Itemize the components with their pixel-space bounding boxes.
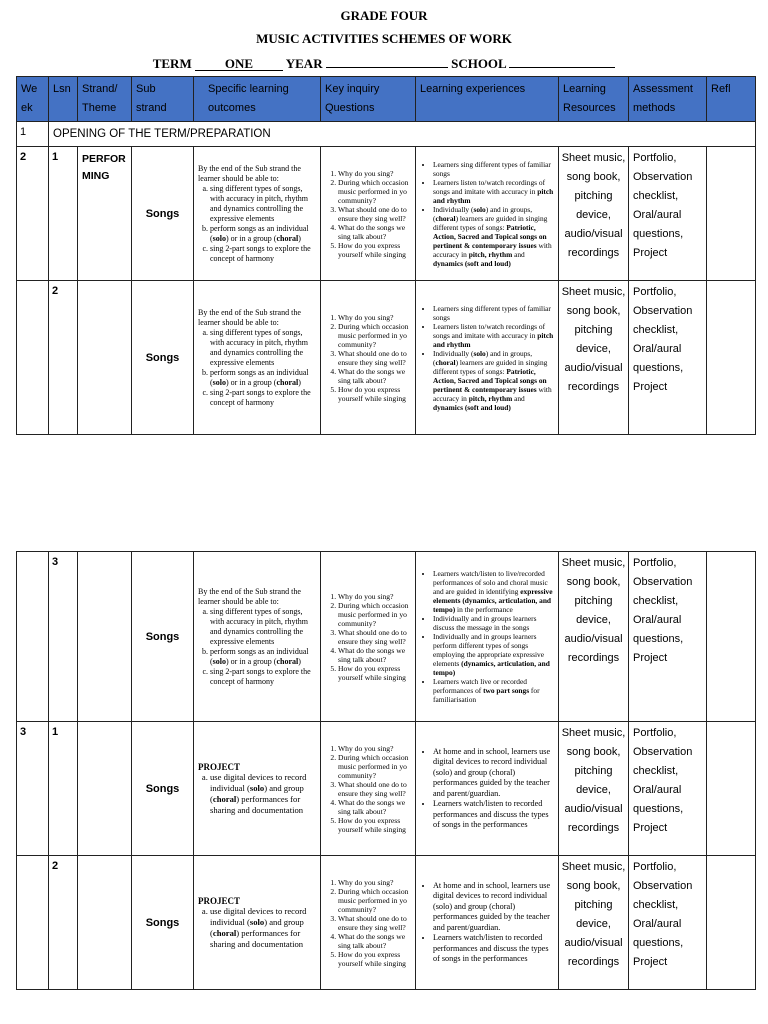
experience-item: • Learners watch/listen to live/recorded performances of solo and choral music and are guided in identifying expressive elements (dynamics, articulation, and tempo) in the performance <box>433 569 555 614</box>
experiences-cell <box>416 856 559 990</box>
question-item: 4. What do the songs we sing talk about? <box>338 798 412 816</box>
outcomes-cell <box>194 281 321 435</box>
question-item: 1. Why do you sing? <box>338 169 412 178</box>
reflection-cell <box>707 281 756 435</box>
question-item: 3. What should one do to ensure they sing well? <box>338 628 412 646</box>
resources-cell: Sheet music, song book, pitching device, audio/visual recordings <box>559 552 629 722</box>
sub-strand-cell: Songs <box>132 856 194 990</box>
col-outcomes: Specific learning outcomes <box>194 77 321 122</box>
strand-cell <box>78 281 132 435</box>
outcomes-cell <box>194 856 321 990</box>
question-item: 4. What do the songs we sing talk about? <box>338 932 412 950</box>
slo-intro: By the end of the Sub strand the learner should be able to: <box>198 586 301 606</box>
assessment-cell: Portfolio, Observation checklist, Oral/aural questions, Project <box>629 722 707 856</box>
slo-item: c. sing 2-part songs to explore the concept of harmony <box>210 388 316 408</box>
experience-item: • Learners sing different types of familiar songs <box>433 160 555 178</box>
question-item: 1. Why do you sing? <box>338 592 412 601</box>
week-cell <box>17 552 49 722</box>
doc-subtitle: MUSIC ACTIVITIES SCHEMES OF WORK <box>256 31 512 46</box>
question-item: 4. What do the songs we sing talk about? <box>338 367 412 385</box>
questions-cell <box>321 147 416 281</box>
reflection-cell <box>707 722 756 856</box>
experience-item: • Learners watch/listen to recorded performances and discuss the types of songs in the performances <box>433 933 555 965</box>
question-item: 2. During which occasion music performed in yo community? <box>338 887 412 914</box>
year-value <box>326 53 448 68</box>
slo-intro: By the end of the Sub strand the learner should be able to: <box>198 163 301 183</box>
strand-cell <box>78 856 132 990</box>
strand-cell <box>78 722 132 856</box>
slo-project-title: PROJECT <box>198 761 241 772</box>
reflection-cell <box>707 552 756 722</box>
table-row <box>17 722 756 856</box>
week-cell: 3 <box>17 722 49 856</box>
outcomes-cell <box>194 552 321 722</box>
lesson-cell: 2 <box>49 856 78 990</box>
question-item: 3. What should one do to ensure they sing well? <box>338 914 412 932</box>
question-item: 5. How do you express yourself while singing <box>338 816 412 834</box>
experience-item: • At home and in school, learners use digital devices to record individual (solo) and group (choral) performances guided by the teacher and parent/guardian. <box>433 747 555 800</box>
table-row <box>17 281 756 435</box>
experiences-cell <box>416 722 559 856</box>
slo-item: a. sing different types of songs, with accuracy in pitch, rhythm and dynamics controlling the expressive elements <box>210 607 316 647</box>
questions-cell <box>321 722 416 856</box>
sub-strand-cell: Songs <box>132 281 194 435</box>
lesson-cell: 1 <box>49 722 78 856</box>
strand-cell <box>78 552 132 722</box>
col-strand: Strand/ Theme <box>78 77 132 122</box>
question-item: 4. What do the songs we sing talk about? <box>338 646 412 664</box>
schemes-table-page2 <box>16 551 756 990</box>
experience-item: • Learners watch live or recorded performances of two part songs for familiarisation <box>433 677 555 704</box>
week-cell <box>17 281 49 435</box>
question-item: 1. Why do you sing? <box>338 744 412 753</box>
opening-cell: OPENING OF THE TERM/PREPARATION <box>49 122 756 147</box>
resources-cell: Sheet music, song book, pitching device, audio/visual recordings <box>559 147 629 281</box>
questions-cell <box>321 856 416 990</box>
lesson-cell: 3 <box>49 552 78 722</box>
experiences-cell <box>416 147 559 281</box>
slo-item: a. sing different types of songs, with accuracy in pitch, rhythm and dynamics controlling the expressive elements <box>210 184 316 224</box>
slo-item: b. perform songs as an individual (solo) or in a group (choral) <box>210 647 316 667</box>
sub-strand-cell: Songs <box>132 147 194 281</box>
question-item: 3. What should one do to ensure they sing well? <box>338 780 412 798</box>
table-row <box>17 147 756 281</box>
outcomes-cell <box>194 722 321 856</box>
question-item: 3. What should one do to ensure they sing well? <box>338 205 412 223</box>
reflection-cell <box>707 147 756 281</box>
col-assessment: Assessment methods <box>629 77 707 122</box>
assessment-cell: Portfolio, Observation checklist, Oral/aural questions, Project <box>629 552 707 722</box>
term-label: TERM <box>152 56 192 71</box>
resources-cell: Sheet music, song book, pitching device, audio/visual recordings <box>559 722 629 856</box>
slo-item: c. sing 2-part songs to explore the concept of harmony <box>210 667 316 687</box>
experiences-cell <box>416 281 559 435</box>
experiences-cell <box>416 552 559 722</box>
lesson-cell: 2 <box>49 281 78 435</box>
question-item: 2. During which occasion music performed in yo community? <box>338 753 412 780</box>
slo-item: a. use digital devices to record individual (solo) and group (choral) performances for sharing and documentation <box>210 772 316 816</box>
experience-item: • Learners sing different types of familiar songs <box>433 304 555 322</box>
table-row <box>17 552 756 722</box>
table-header-row <box>17 77 756 122</box>
resources-cell: Sheet music, song book, pitching device, audio/visual recordings <box>559 281 629 435</box>
questions-cell <box>321 552 416 722</box>
col-week: We ek <box>17 77 49 122</box>
slo-project-title: PROJECT <box>198 895 241 906</box>
outcomes-cell <box>194 147 321 281</box>
assessment-cell: Portfolio, Observation checklist, Oral/aural questions, Project <box>629 281 707 435</box>
col-lesson: Lsn <box>49 77 78 122</box>
slo-item: c. sing 2-part songs to explore the concept of harmony <box>210 244 316 264</box>
experience-item: • Learners watch/listen to recorded performances and discuss the types of songs in the performances <box>433 799 555 831</box>
questions-cell <box>321 281 416 435</box>
col-resources: Learning Resources <box>559 77 629 122</box>
question-item: 1. Why do you sing? <box>338 313 412 322</box>
slo-item: b. perform songs as an individual (solo) or in a group (choral) <box>210 368 316 388</box>
question-item: 2. During which occasion music performed in yo community? <box>338 601 412 628</box>
slo-item: b. perform songs as an individual (solo) or in a group (choral) <box>210 224 316 244</box>
term-value: ONE <box>195 56 283 71</box>
school-label: SCHOOL <box>451 56 507 71</box>
table-row <box>17 856 756 990</box>
experience-item: • Learners listen to/watch recordings of songs and imitate with accuracy in pitch and rhythm <box>433 178 555 205</box>
doc-title: GRADE FOUR <box>340 8 428 23</box>
week-cell: 2 <box>17 147 49 281</box>
experience-item: • Individually (solo) and in groups, (choral) learners are guided in singing different types of songs: Patriotic, Action, Sacred and Topical songs on pertinent & contemporary issues with accuracy in pitch, rhythm and dynamics (soft and loud) <box>433 349 555 412</box>
col-experiences: Learning experiences <box>416 77 559 122</box>
week-cell <box>17 856 49 990</box>
assessment-cell: Portfolio, Observation checklist, Oral/aural questions, Project <box>629 147 707 281</box>
experience-item: • Individually (solo) and in groups, (choral) learners are guided in singing different types of songs: Patriotic, Action, Sacred and Topical songs on pertinent & contemporary issues with accuracy in pitch, rhythm and dynamics (soft and loud) <box>433 205 555 268</box>
school-value <box>509 53 615 68</box>
question-item: 2. During which occasion music performed in yo community? <box>338 178 412 205</box>
table-row-opening <box>17 122 756 147</box>
sub-strand-cell: Songs <box>132 722 194 856</box>
lesson-cell: 1 <box>49 147 78 281</box>
year-label: YEAR <box>285 56 323 71</box>
term-line <box>0 53 768 72</box>
question-item: 4. What do the songs we sing talk about? <box>338 223 412 241</box>
question-item: 5. How do you express yourself while singing <box>338 241 412 259</box>
reflection-cell <box>707 856 756 990</box>
question-item: 2. During which occasion music performed in yo community? <box>338 322 412 349</box>
question-item: 5. How do you express yourself while singing <box>338 950 412 968</box>
sub-strand-cell: Songs <box>132 552 194 722</box>
col-questions: Key inquiry Questions <box>321 77 416 122</box>
week-cell: 1 <box>17 122 49 147</box>
slo-item: a. sing different types of songs, with accuracy in pitch, rhythm and dynamics controlling the expressive elements <box>210 328 316 368</box>
slo-intro: By the end of the Sub strand the learner should be able to: <box>198 307 301 327</box>
question-item: 5. How do you express yourself while singing <box>338 664 412 682</box>
col-sub-strand: Sub strand <box>132 77 194 122</box>
experience-item: • Individually and in groups learners discuss the message in the songs <box>433 614 555 632</box>
experience-item: • At home and in school, learners use digital devices to record individual (solo) and group (choral) performances guided by the teacher and parent/guardian. <box>433 881 555 934</box>
col-reflection: Refl <box>707 77 756 122</box>
schemes-table-page1 <box>16 76 756 435</box>
question-item: 3. What should one do to ensure they sing well? <box>338 349 412 367</box>
question-item: 1. Why do you sing? <box>338 878 412 887</box>
question-item: 5. How do you express yourself while singing <box>338 385 412 403</box>
strand-cell: PERFOR MING <box>78 147 132 281</box>
slo-item: a. use digital devices to record individual (solo) and group (choral) performances for sharing and documentation <box>210 906 316 950</box>
experience-item: • Individually and in groups learners perform different types of songs employing the appropriate expressive elements (dynamics, articulation, and tempo) <box>433 632 555 677</box>
experience-item: • Learners listen to/watch recordings of songs and imitate with accuracy in pitch and rhythm <box>433 322 555 349</box>
assessment-cell: Portfolio, Observation checklist, Oral/aural questions, Project <box>629 856 707 990</box>
resources-cell: Sheet music, song book, pitching device, audio/visual recordings <box>559 856 629 990</box>
